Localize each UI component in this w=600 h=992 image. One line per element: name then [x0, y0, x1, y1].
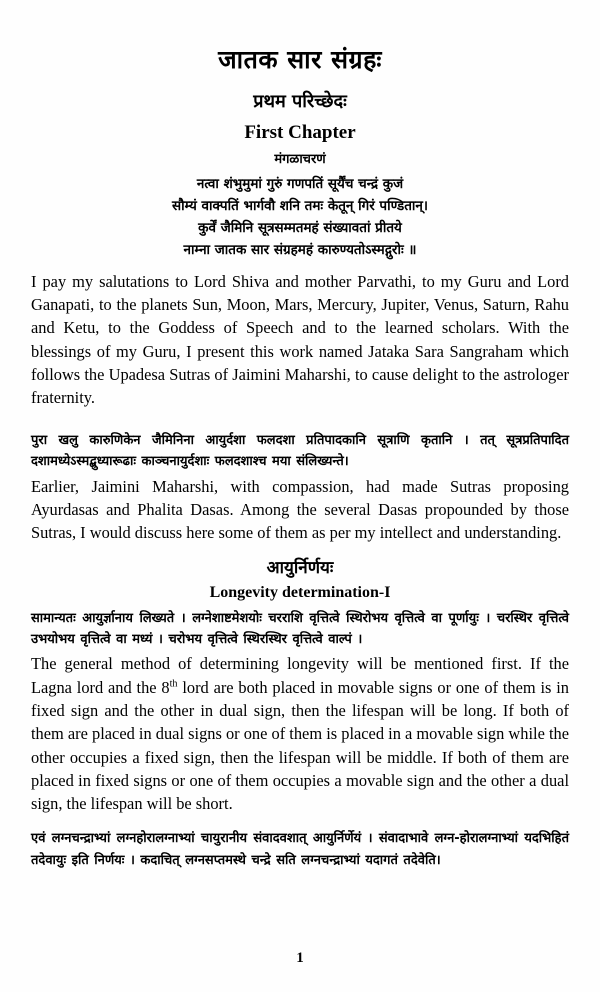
verse-line-4: नाम्ना जातक सार संग्रहमहं कारुण्यतोऽस्मद्गुरोः ॥: [183, 242, 417, 259]
longevity-heading-devanagari: आयुर्निर्णयः: [266, 558, 334, 579]
verse-line-2: सौम्यं वाक्पतिं भार्गवौ शनि तमः केतून् गिरं पण्डितान्।: [171, 198, 429, 215]
paragraph-spacer: [31, 410, 569, 430]
page-content: [31, 44, 569, 873]
longevity-translation-part-1: The general method of determining longevity will be mentioned first. If the Lagna lord and the 8: [31, 654, 569, 697]
verse-line-1: नत्वा शंभुमुमां गुरुं गणपतिं सूर्यैंच चन्द्रं कुजं: [196, 176, 404, 193]
page-title: जातक सार संग्रहः: [218, 45, 382, 74]
chapter-title-devanagari: प्रथम परिच्छेदः: [253, 91, 347, 112]
chapter-title-english: First Chapter: [244, 122, 356, 144]
verse-line-3: कुर्वें जैमिनि सूत्रसम्मतमहं संख्यावतां प्रीतये: [198, 220, 402, 237]
invocation-verse: [31, 174, 569, 261]
sutra-translation-1: Earlier, Jaimini Maharshi, with compassion, had made Sutras proposing Ayurdasas and Phalita Dasas. Among the several Dasas propounded by those Sutras, I would discuss here some of them as per my intellect and understanding.: [31, 476, 569, 543]
paragraph-spacer: [31, 815, 569, 828]
longevity-heading-english: Longevity determination-I: [209, 583, 391, 601]
longevity-sutra-text: सामान्यतः आयुर्ज्ञानाय लिख्यते । लग्नेशाष्टमेशयोः चरराशि वृत्तित्वे स्थिरोभय वृत्तित्वे वा पूर्णायुः । चरस्थिर वृत्तित्वे उभयोभय वृत्तित्वे वा मध्यं । चरोभय वृत्तित्वे स्थिरस्थिर वृत्तित्वे वाल्पं ।: [31, 610, 569, 647]
longevity-translation-part-2: lord are both placed in movable signs or one of them is in fixed sign and the other in dual sign, then the lifespan will be long. If both of them are placed in dual signs or one of them is placed in a movable sign while the other occupies a fixed sign, then the lifespan will be middle. If both of them are placed in fixed signs or one of them occupies a movable sign and the other a dual sign, the lifespan will be short.: [31, 677, 569, 814]
longevity-closing-sutra: एवं लग्नचन्द्राभ्यां लग्नहोरालग्नाभ्यां चायुरानीय संवादवशात् आयुर्निर्णेयं । संवादाभावे लग्न-होरालग्नाभ्यां यदभिहितं तदेवायुः इति निर्णयः । कदाचित् लग्नसप्तमस्थे चन्द्रे सति लग्नचन्द्राभ्यां यदागतं तदेवेति।: [31, 831, 569, 868]
invocation-translation-paragraph: I pay my salutations to Lord Shiva and mother Parvathi, to my Guru and Lord Ganapati, to the planets Sun, Moon, Mars, Mercury, Jupiter, Venus, Saturn, Rahu and Ketu, to the Goddess of Speech and to the learned scholars. With the blessings of my Guru, I present this work named Jataka Sara Sangraham which follows the Upadesa Sutras of Jaimini Maharshi, to cause delight to the astrologer fraternity.: [31, 271, 569, 408]
invocation-heading: मंगळाचरणं: [274, 152, 326, 168]
sutra-text-1: पुरा खलु कारुणिकेन जैमिनिना आयुर्दशा फलदशा प्रतिपादकानि सूत्राणि कृतानि । तत् सूत्रप्रतिपादित दशामध्येऽस्मद्बुध्यारूढाः काञ्चनायुर्दशाः फलदशाश्च मया संलिख्यन्ते।: [31, 432, 569, 470]
page-number: 1: [296, 950, 304, 966]
ordinal-suffix: th: [169, 678, 178, 690]
longevity-translation-paragraph: [31, 652, 569, 815]
